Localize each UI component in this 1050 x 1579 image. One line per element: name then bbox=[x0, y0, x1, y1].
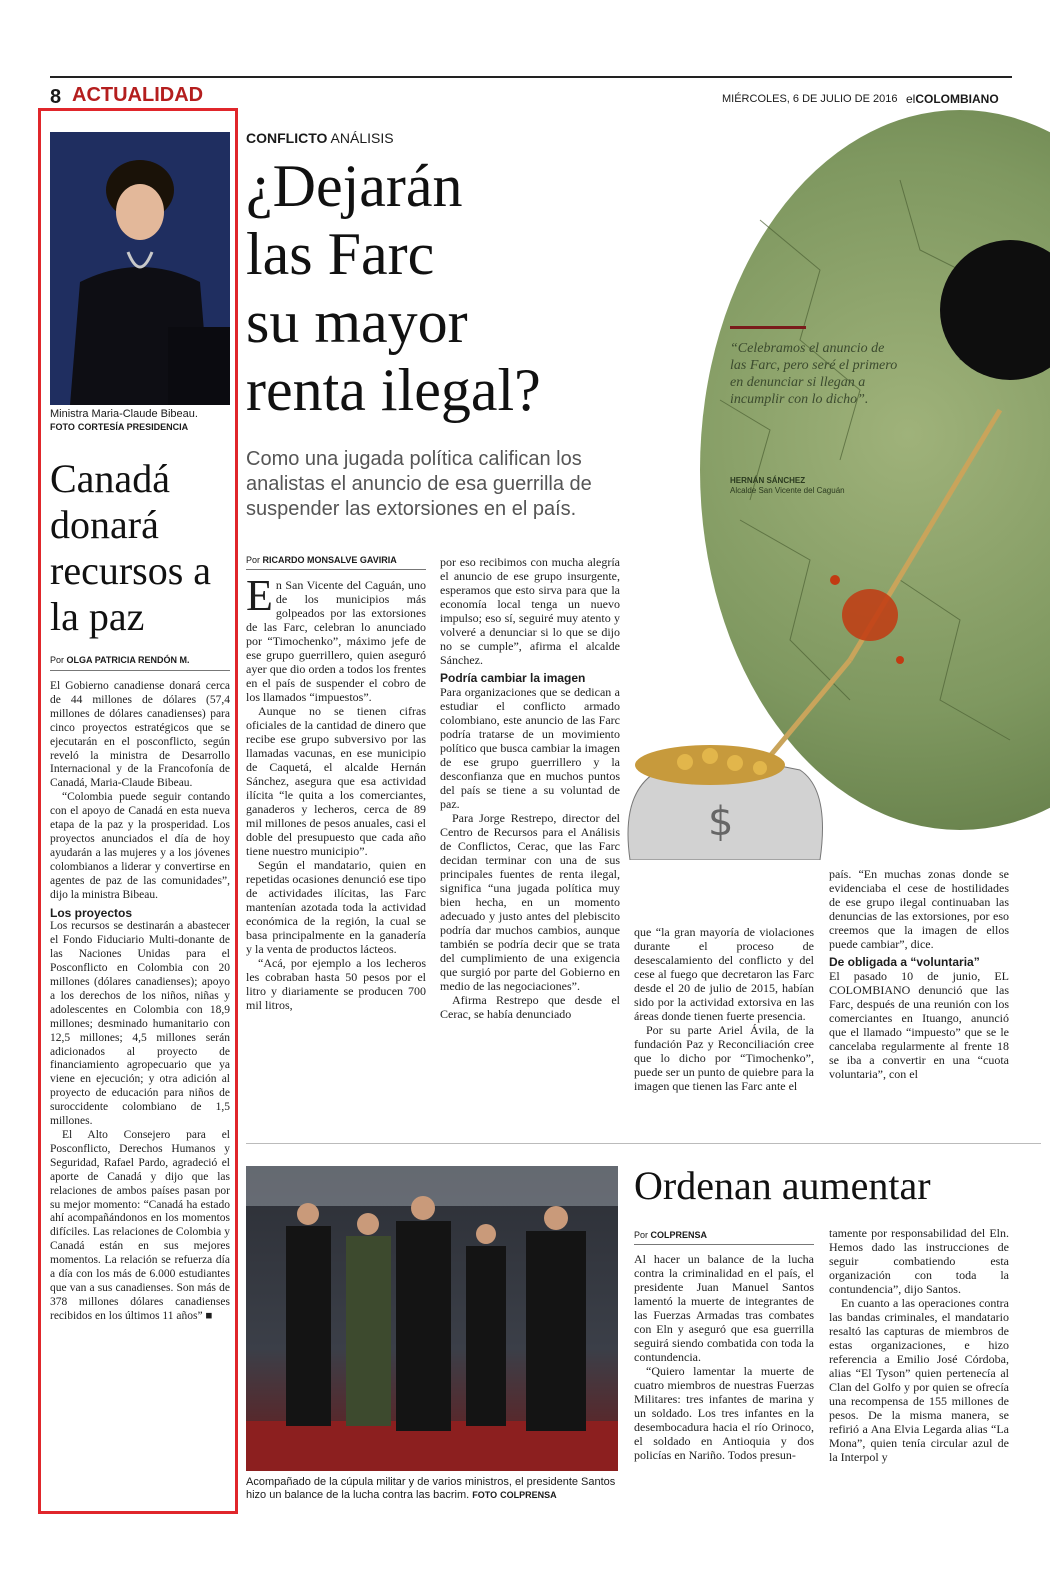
brand-prefix: el bbox=[906, 92, 916, 106]
main-paragraph: por eso recibimos con mucha alegría el anuncio de ese grupo insurgente, esperamos que esto sirva para que la economía local tenga un nuevo impulso; eso sí, seguiré muy atento y volveré a denunciar si lo que se dijo no se cumple”, afirma el alcalde Sánchez. bbox=[440, 555, 620, 667]
bottom-headline: Ordenan aumentar bbox=[634, 1163, 931, 1208]
main-paragraph: El pasado 10 de junio, EL COLOMBIANO denunció que las Farc, después de una reunión con los comerciantes en Ituango, anunció que el llamado “impuesto” que se le cancelaba regularmente al frente 18 se iba a convertir en una “cuota voluntaria”, con el bbox=[829, 969, 1009, 1081]
bottom-paragraph: tamente por responsabilidad del Eln. Hemos dado las instrucciones de seguir combatiendo esta organización con toda la contundencia”, dijo Santos. bbox=[829, 1226, 1009, 1296]
brand-name: COLOMBIANO bbox=[915, 92, 999, 106]
main-deck: Como una jugada política califican los analistas el anuncio de esa guerrilla de suspender las extorsiones en el país. bbox=[246, 448, 592, 520]
drop-cap: E bbox=[246, 571, 273, 620]
sidebar-photo-caption bbox=[50, 408, 235, 434]
main-paragraph: Para organizaciones que se dedican a estudiar el conflicto armado colombiano, este anuncio de las Farc podría tratarse de un movimiento político que busca cambiar la imagen de ese grupo guerrillero y la desconfianza que en muchos puntos del país se tiene a su voluntad de paz. bbox=[440, 685, 620, 811]
kicker-bold: CONFLICTO bbox=[246, 130, 328, 146]
bottom-col-2 bbox=[829, 1226, 1009, 1464]
sidebar-byline bbox=[50, 655, 190, 665]
byline-author: RICARDO MONSALVE GAVIRIA bbox=[262, 555, 397, 565]
main-paragraph bbox=[246, 571, 426, 704]
sidebar-headline: Canadá donará recursos a la paz bbox=[50, 456, 212, 639]
sidebar-body bbox=[50, 680, 230, 1324]
illustration-overlay bbox=[600, 100, 1050, 860]
caption-credit-label: FOTO bbox=[50, 422, 75, 432]
main-byline bbox=[246, 555, 397, 565]
sidebar-paragraph: “Colombia puede seguir contando con el apoyo de Canadá en esta nueva etapa de la paz y la prosperidad. Los proyectos anunciados el día de hoy ayudarán a las mujeres y a los jóvenes colombianos a liderar y convertirse en agentes de paz de las comunidades”, dijo la ministra Bibeau. bbox=[50, 791, 230, 901]
sidebar-byline-rule bbox=[50, 670, 230, 671]
caption-credit-label: FOTO bbox=[472, 1490, 498, 1500]
main-col-2 bbox=[440, 555, 620, 1021]
byline-prefix: Por bbox=[634, 1230, 649, 1240]
bottom-byline-rule bbox=[634, 1244, 814, 1245]
sidebar-paragraph: El Gobierno canadiense donará cerca de 44 millones de dólares (57,4 millones de dólares canadienses) para cinco proyectos estratégicos que se ejecutarán en el posconflicto, según reveló la ministra de Desarrollo Internacional y de la Francofonía de Canadá, Maria-Claude Bibeau. bbox=[50, 680, 230, 790]
caption-credit: CORTESÍA PRESIDENCIA bbox=[77, 422, 189, 432]
bottom-photo-caption bbox=[246, 1476, 626, 1502]
main-paragraph: Afirma Restrepo que desde el Cerac, se había denunciado bbox=[440, 993, 620, 1021]
headline-line: las Farc bbox=[246, 221, 435, 287]
byline-prefix: Por bbox=[246, 555, 261, 565]
santos-photo bbox=[246, 1166, 618, 1471]
main-paragraph: Por su parte Ariel Ávila, de la fundación Paz y Reconciliación cree que lo dicho por “Timochenko”, puede ser un punto de quiebre para la imagen que tienen las Farc ante el bbox=[634, 1023, 814, 1093]
main-byline-rule bbox=[246, 569, 426, 570]
main-col-1 bbox=[246, 571, 426, 1012]
bottom-paragraph: En cuanto a las operaciones contra las bandas criminales, el mandatario resaltó las capturas de miembros de estas organizaciones, e hizo referencia a Emilio José Córdoba, alias “El Tyson” quien pertenecía al Clan del Golfo y por quien se ofrecía una recompensa de 155 millones de pesos. De la misma manera, se refirió a Ana Elvia Legarda alias “La Mona”, quien tenía circular azul de la Interpol y bbox=[829, 1296, 1009, 1464]
main-subhead: Podría cambiar la imagen bbox=[440, 671, 586, 685]
headline-line: su mayor bbox=[246, 289, 468, 355]
main-paragraph: país. “En muchas zonas donde se evidenciaba el cese de hostilidades de ese grupo ilegal continuaban las denuncias de las extorsiones, por eso creemos que la imagen de ellos puede cambiar”, dice. bbox=[829, 867, 1009, 951]
sidebar-paragraph: Los recursos se destinarán a abastecer el Fondo Fiduciario Multi-donante de las Naciones Unidas para el Posconflicto en Colombia con 20 millones (dólares canadienses); apoyo a los derechos de los niños, niñas y adolescentes en Colombia con 18,9 millones; desminado humanitario con 12,5 millones; 4,5 millones serán adicionados al proyecto de financiamiento agropecuario que ya viene en ejecución; y otra adición al proyecto de educación para niños de suroccidente colombiano de 1,5 millones. bbox=[50, 920, 230, 1128]
bottom-paragraph: Al hacer un balance de la lucha contra la criminalidad en el país, el presidente Juan Manuel Santos lamentó la muerte de integrantes de las Fuerzas Armadas tras combates con Eln y aseguró que esa guerrilla seguirá siendo combatida con toda la contundencia. bbox=[634, 1252, 814, 1364]
byline-author: OLGA PATRICIA RENDÓN M. bbox=[66, 655, 190, 665]
pull-quote: “Celebramos el anuncio de las Farc, pero seré el primero en denunciar si llegan a incumplir con lo dicho”. bbox=[730, 341, 898, 407]
caption-credit: COLPRENSA bbox=[500, 1490, 557, 1500]
bottom-col-1 bbox=[634, 1252, 814, 1462]
main-subhead: De obligada a “voluntaria” bbox=[829, 955, 980, 969]
headline-line: ¿Dejarán bbox=[246, 153, 463, 219]
svg-text:$: $ bbox=[708, 799, 734, 845]
sidebar-subhead: Los proyectos bbox=[50, 905, 133, 920]
byline-author: COLPRENSA bbox=[650, 1230, 708, 1240]
kicker-light: ANÁLISIS bbox=[330, 130, 394, 146]
page-number: 8 bbox=[50, 86, 62, 108]
paragraph-text: n San Vicente del Caguán, uno de los municipios más golpeados por las extorsiones de las Farc, celebran lo anunciado por “Timochenko”, máximo jefe de ese grupo guerrillero, quien aseguró ayer que dio orden a todos los frentes en el país de suspender el cobro de los llamados “impuestos”. bbox=[246, 578, 426, 704]
main-paragraph: “Acá, por ejemplo a los lecheros les cobraban hasta 50 pesos por el litro y diariamente se producen 700 mil litros, bbox=[246, 956, 426, 1012]
main-illustration bbox=[600, 100, 1050, 860]
main-paragraph: Para Jorge Restrepo, director del Centro de Recursos para el Análisis de Conflictos, Cerac, que las Farc decidan terminar con una de sus principales fuentes de renta ilegal, significa “una jugada política muy bien hecha, en un momento adecuado y justo antes del plebiscito podría dar muchos cambios, aunque también se podría decir que se trata del cumplimiento de una exigencia que surgió por parte del Gobierno en medio de las negociaciones”. bbox=[440, 811, 620, 993]
header-rule bbox=[50, 76, 1012, 78]
quote-author-role: Alcalde San Vicente del Caguán bbox=[730, 486, 845, 495]
main-paragraph: Aunque no se tienen cifras oficiales de la cantidad de dinero que recibe ese grupo subversivo por las llamadas vacunas, en ese municipio de Caquetá, el alcalde Hernán Sánchez, asegura que esa actividad ilícita “le quita a los comerciantes, ganaderos y lecheros, cerca de 89 mil millones de pesos anuales, casi el doble del presupuesto que cada año tiene nuestro municipio”. bbox=[246, 704, 426, 858]
minister-figure-image bbox=[50, 132, 230, 405]
sidebar-paragraph: El Alto Consejero para el Posconflicto, Derechos Humanos y Seguridad, Rafael Pardo, agradeció el aporte de Canadá y dijo que las relaciones de ambos países pasan por su mejor momento: “Canadá ha estado ahí acompañándonos en los momentos difíciles. Las relaciones de Colombia y Canadá están en sus mejores momentos. La relación se refuerza día a día con los más de 6.000 estudiantes que van a sus canadienses. Son más de 378 millones dólares canadienses recibidos en los últimos 11 años” ■ bbox=[50, 1129, 230, 1322]
quote-rule bbox=[730, 326, 806, 329]
minister-photo bbox=[50, 132, 230, 405]
byline-prefix: Por bbox=[50, 655, 65, 665]
caption-text: Acompañado de la cúpula militar y de varios ministros, el presidente Santos hizo un balance de la lucha contra las bacrim. bbox=[246, 1476, 616, 1501]
main-kicker bbox=[246, 130, 394, 146]
main-col-4 bbox=[829, 867, 1009, 1081]
headline-line: renta ilegal? bbox=[246, 357, 541, 423]
section-label: ACTUALIDAD bbox=[72, 84, 204, 106]
caption-text: Ministra Maria-Claude Bibeau. bbox=[50, 408, 198, 420]
section-divider bbox=[246, 1143, 1041, 1144]
issue-date: MIÉRCOLES, 6 DE JULIO DE 2016 bbox=[722, 93, 898, 105]
bottom-byline bbox=[634, 1230, 707, 1240]
officials-group-image bbox=[246, 1166, 618, 1471]
bottom-paragraph: “Quiero lamentar la muerte de cuatro miembros de nuestras Fuerzas Militares: tres infantes de marina y un soldado. Los tres infantes en la desembocadura hacia el río Orinoco, el soldado en Antioquia y dos policías en Nariño. Todos presun- bbox=[634, 1364, 814, 1462]
main-paragraph: Según el mandatario, quien en repetidas ocasiones denunció ese tipo de actividades ilícitas, las Farc mantenían azotada toda la actividad económica de la región, la cual se basa principalmente en la ganadería y la venta de productos lácteos. bbox=[246, 858, 426, 956]
main-paragraph: que “la gran mayoría de violaciones durante el proceso de desescalamiento del conflicto y del cese al fuego que decretaron las Farc desde el 20 de julio de 2015, habían sido por la actividad extorsiva en las áreas donde tienen fuerte presencia. bbox=[634, 925, 814, 1023]
quote-author: HERNÁN SÁNCHEZ bbox=[730, 476, 806, 485]
main-col-3 bbox=[634, 925, 814, 1093]
